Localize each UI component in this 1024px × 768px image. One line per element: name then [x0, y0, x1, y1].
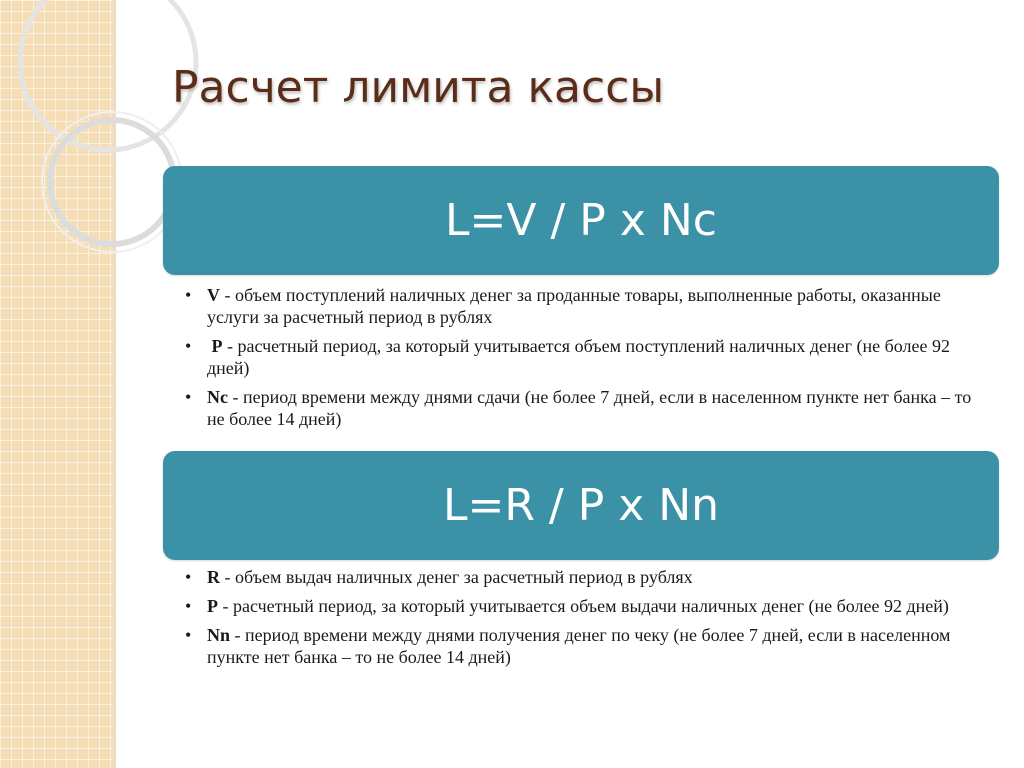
term-label: R: [207, 567, 220, 587]
list-item: [185, 335, 985, 379]
list-item: [185, 386, 985, 430]
formula-box-2: [163, 451, 999, 560]
list-item: [185, 566, 985, 588]
formula-box-1: [163, 166, 999, 275]
list-item: [185, 595, 985, 617]
term-label: Nn: [207, 625, 231, 645]
formula-1-text: L=V / P x Nc: [445, 195, 717, 246]
term-description: - период времени между днями получения денег по чеку (не более 7 дней, если в населенном пункте нет банка – то не более 14 дней): [207, 625, 951, 667]
slide-title: Расчет лимита кассы: [172, 62, 665, 113]
bullet: •: [185, 567, 192, 587]
term-description: - объем выдач наличных денег за расчетный период в рублях: [220, 567, 693, 587]
bullet: •: [185, 387, 192, 407]
definition-list-2: [185, 566, 985, 675]
bullet: •: [185, 625, 192, 645]
bullet: •: [185, 285, 192, 305]
term-label: P: [211, 336, 223, 356]
list-item: [185, 284, 985, 328]
formula-2-text: L=R / P x Nn: [442, 480, 720, 531]
term-label: Nc: [207, 387, 228, 407]
decorative-rings: [0, 0, 140, 300]
term-description: - расчетный период, за который учитывается объем поступлений наличных денег (не более 92 дней): [207, 336, 950, 378]
bullet: •: [185, 596, 192, 616]
list-item: [185, 624, 985, 668]
term-description: - расчетный период, за который учитывается объем выдачи наличных денег (не более 92 дней): [218, 596, 949, 616]
definition-list-1: [185, 284, 985, 437]
term-description: - объем поступлений наличных денег за проданные товары, выполненные работы, оказанные услуги за расчетный период в рублях: [207, 285, 941, 327]
term-description: - период времени между днями сдачи (не более 7 дней, если в населенном пункте нет банка – то не более 14 дней): [207, 387, 972, 429]
bullet: •: [185, 336, 192, 356]
term-label: V: [207, 285, 220, 305]
term-label: P: [207, 596, 218, 616]
